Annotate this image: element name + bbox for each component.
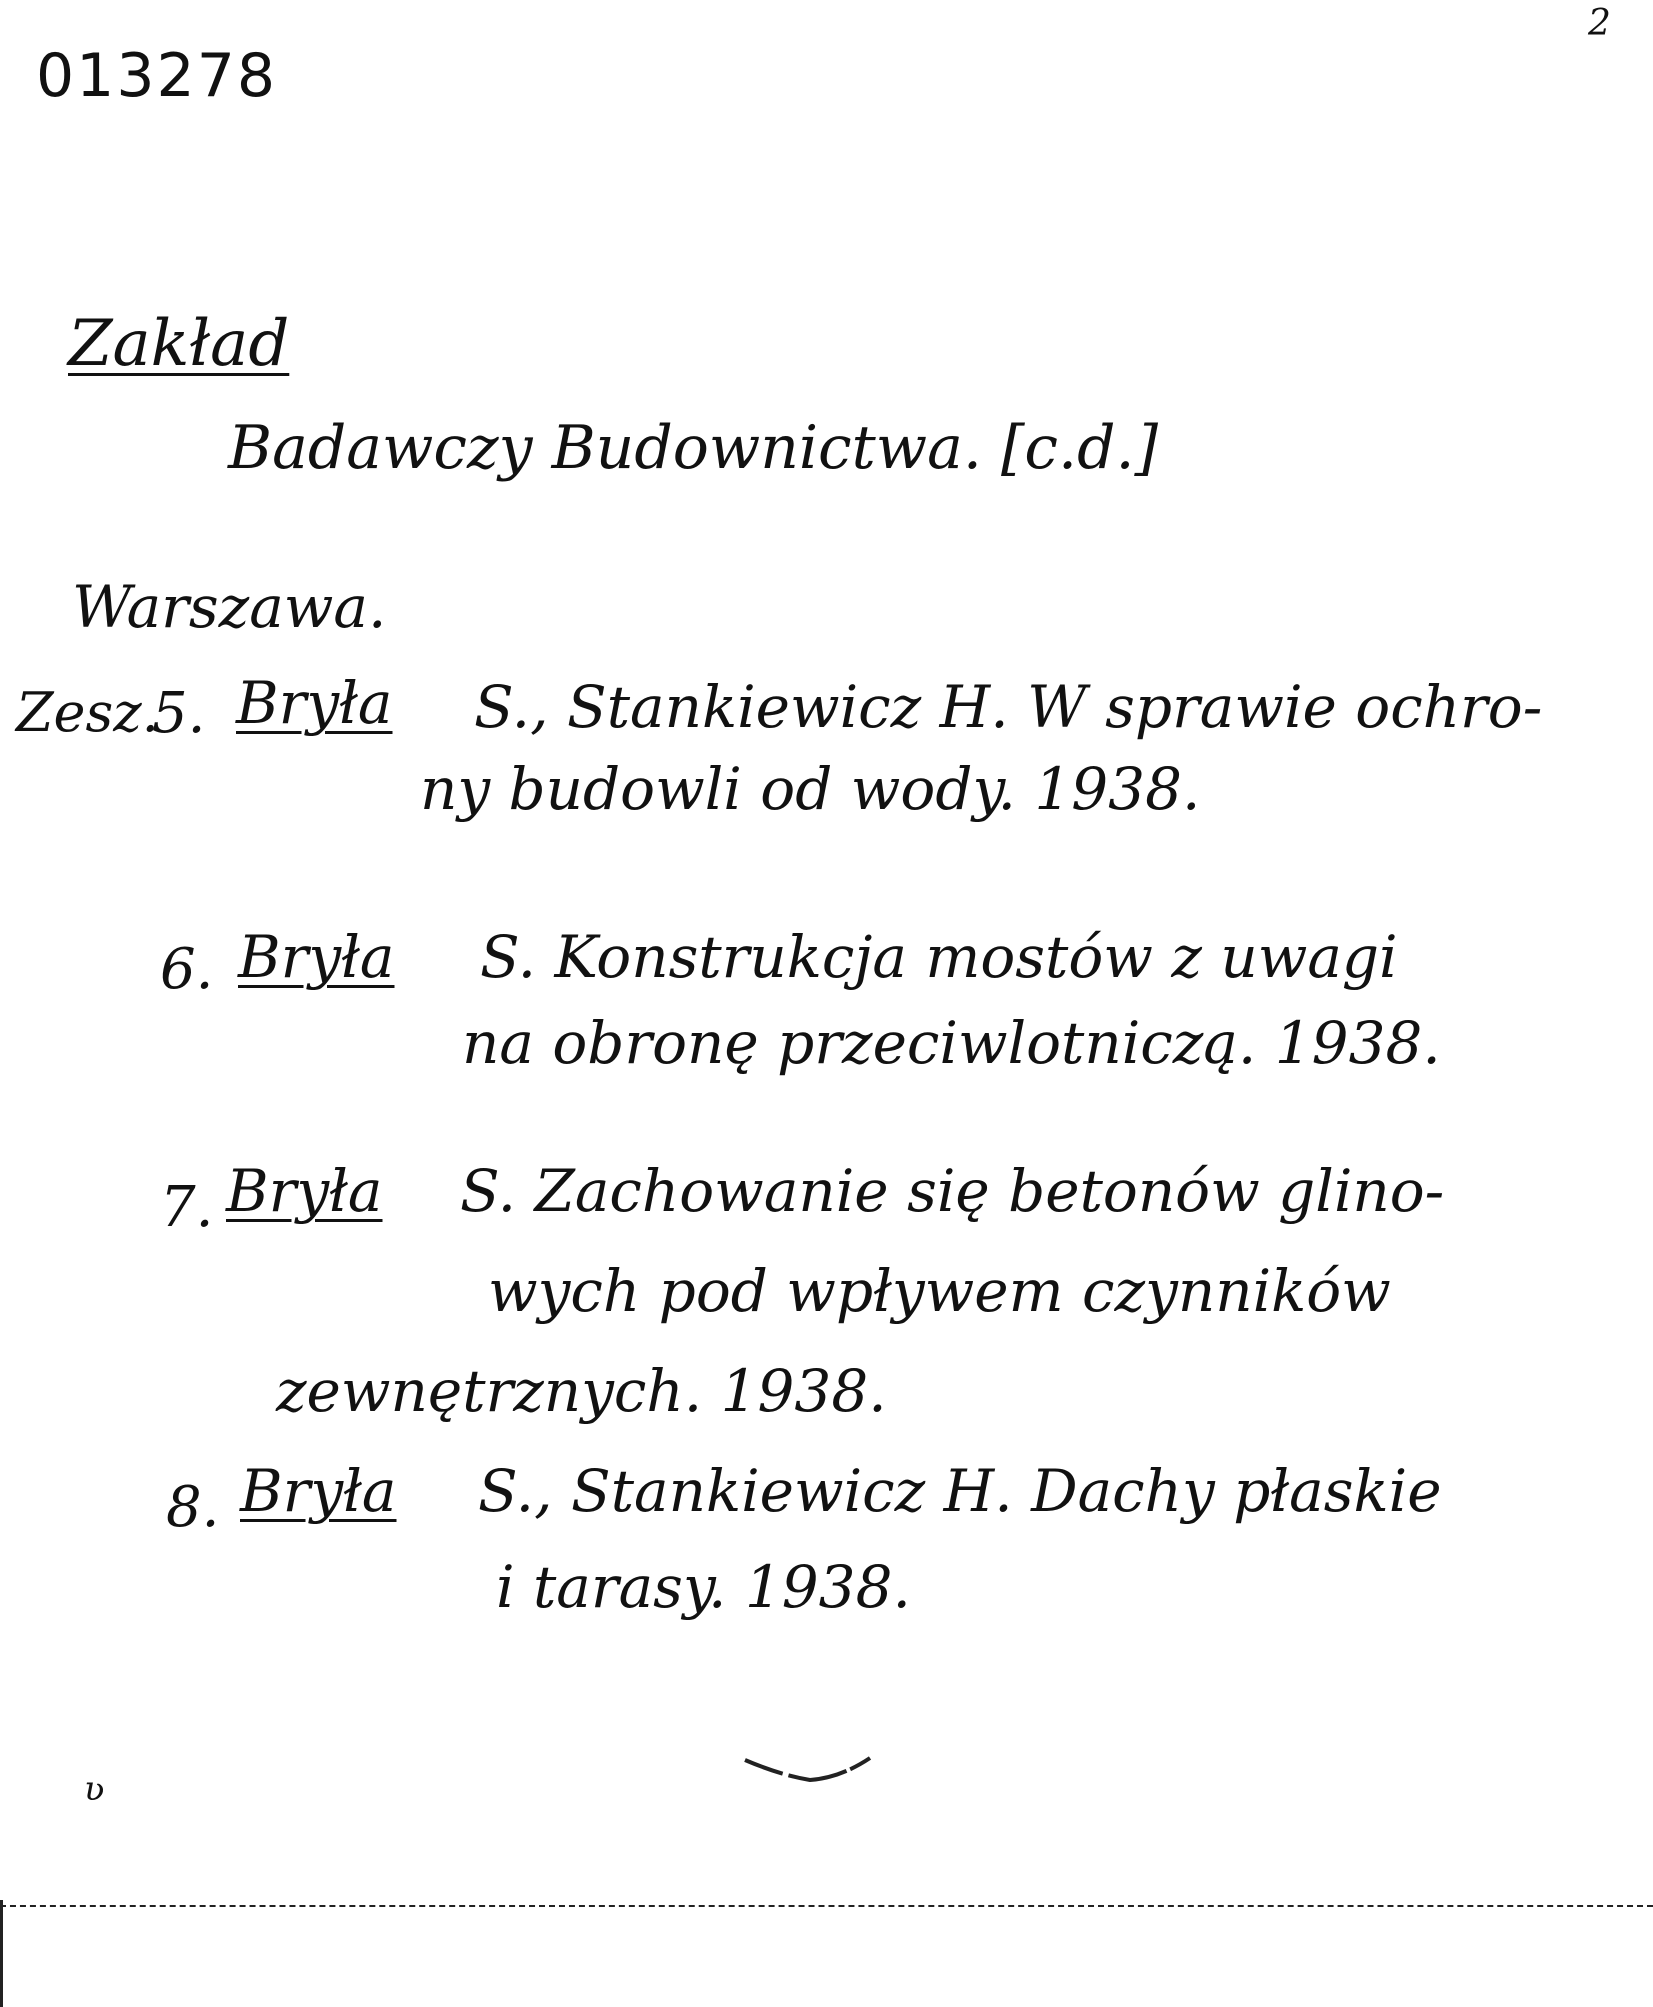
entry-title-continuation: ny budowli od wody. 1938. (420, 755, 1201, 823)
entry-author: Bryła (240, 1457, 397, 1525)
entry-title-line: S. Konstrukcja mostów z uwagi (480, 923, 1398, 991)
entry-author: Bryła (236, 669, 393, 737)
entry-author: Bryła (238, 923, 395, 991)
entry-title-line: S. Zachowanie się betonów glino- (460, 1157, 1445, 1225)
institution-name: Badawczy Budownictwa. [c.d.] (228, 413, 1158, 483)
entry-title-continuation: wych pod wpływem czynników (488, 1257, 1391, 1325)
entry-number: 5. (152, 681, 206, 746)
ink-stroke-decoration (740, 1740, 880, 1790)
bottom-edge-line (0, 1905, 1653, 1907)
entry-number: 6. (160, 937, 214, 1002)
entry-title-continuation: i tarasy. 1938. (496, 1553, 911, 1621)
entry-title-line: S., Stankiewicz H. W sprawie ochro- (474, 673, 1543, 741)
entry-author: Bryła (226, 1157, 383, 1225)
city-label: Warszawa. (72, 573, 387, 641)
entry-number: 7. (160, 1175, 214, 1240)
institution-heading: Zakład (68, 307, 290, 381)
entry-title-line: S., Stankiewicz H. Dachy płaskie (478, 1457, 1442, 1525)
margin-mark: ʋ (84, 1769, 105, 1809)
entry-number: 8. (166, 1475, 220, 1540)
entry-title-continuation: zewnętrznych. 1938. (276, 1357, 887, 1425)
catalog-number: 013278 (36, 41, 278, 111)
entry-title-continuation: na obronę przeciwlotniczą. 1938. (462, 1009, 1441, 1077)
left-edge-line (0, 1900, 3, 2007)
entry-prefix: Zesz. (16, 681, 159, 744)
page-mark: 2 (1588, 3, 1611, 44)
